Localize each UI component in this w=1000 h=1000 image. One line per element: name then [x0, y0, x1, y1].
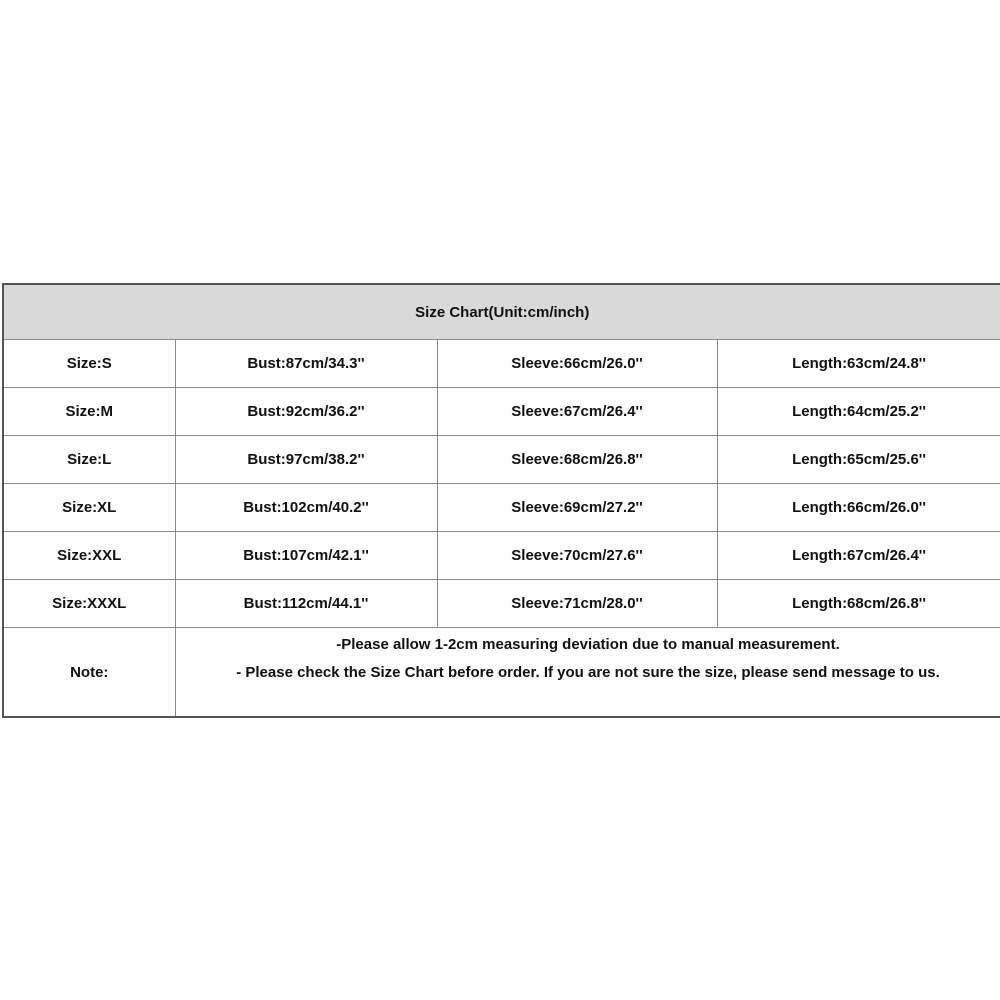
table-row [3, 532, 1000, 580]
note-label: Note: [3, 628, 175, 718]
sleeve-cell: Sleeve:66cm/26.0'' [437, 340, 717, 388]
sleeve-cell: Sleeve:68cm/26.8'' [437, 436, 717, 484]
bust-cell: Bust:92cm/36.2'' [175, 388, 437, 436]
table-row [3, 484, 1000, 532]
length-cell: Length:67cm/26.4'' [717, 532, 1000, 580]
note-line-deviation: -Please allow 1-2cm measuring deviation due to manual measurement. [336, 636, 840, 653]
sleeve-cell: Sleeve:67cm/26.4'' [437, 388, 717, 436]
table-row [3, 340, 1000, 388]
size-cell: Size:XXXL [3, 580, 175, 628]
sleeve-cell: Sleeve:69cm/27.2'' [437, 484, 717, 532]
size-cell: Size:L [3, 436, 175, 484]
sleeve-cell: Sleeve:70cm/27.6'' [437, 532, 717, 580]
bust-cell: Bust:97cm/38.2'' [175, 436, 437, 484]
size-cell: Size:XXL [3, 532, 175, 580]
size-cell: Size:XL [3, 484, 175, 532]
bust-cell: Bust:112cm/44.1'' [175, 580, 437, 628]
size-chart-title: Size Chart(Unit:cm/inch) [3, 284, 1000, 340]
table-row [3, 388, 1000, 436]
table-row [3, 580, 1000, 628]
length-cell: Length:63cm/24.8'' [717, 340, 1000, 388]
length-cell: Length:68cm/26.8'' [717, 580, 1000, 628]
length-cell: Length:65cm/25.6'' [717, 436, 1000, 484]
size-cell: Size:S [3, 340, 175, 388]
note-text [175, 628, 1000, 718]
size-chart-title-row [3, 284, 1000, 340]
bust-cell: Bust:107cm/42.1'' [175, 532, 437, 580]
length-cell: Length:66cm/26.0'' [717, 484, 1000, 532]
size-chart-table [2, 283, 1000, 718]
sleeve-cell: Sleeve:71cm/28.0'' [437, 580, 717, 628]
length-cell: Length:64cm/25.2'' [717, 388, 1000, 436]
size-cell: Size:M [3, 388, 175, 436]
note-row [3, 628, 1000, 718]
table-row [3, 436, 1000, 484]
bust-cell: Bust:87cm/34.3'' [175, 340, 437, 388]
bust-cell: Bust:102cm/40.2'' [175, 484, 437, 532]
note-line-check: - Please check the Size Chart before order. If you are not sure the size, please send message to us. [236, 664, 940, 681]
